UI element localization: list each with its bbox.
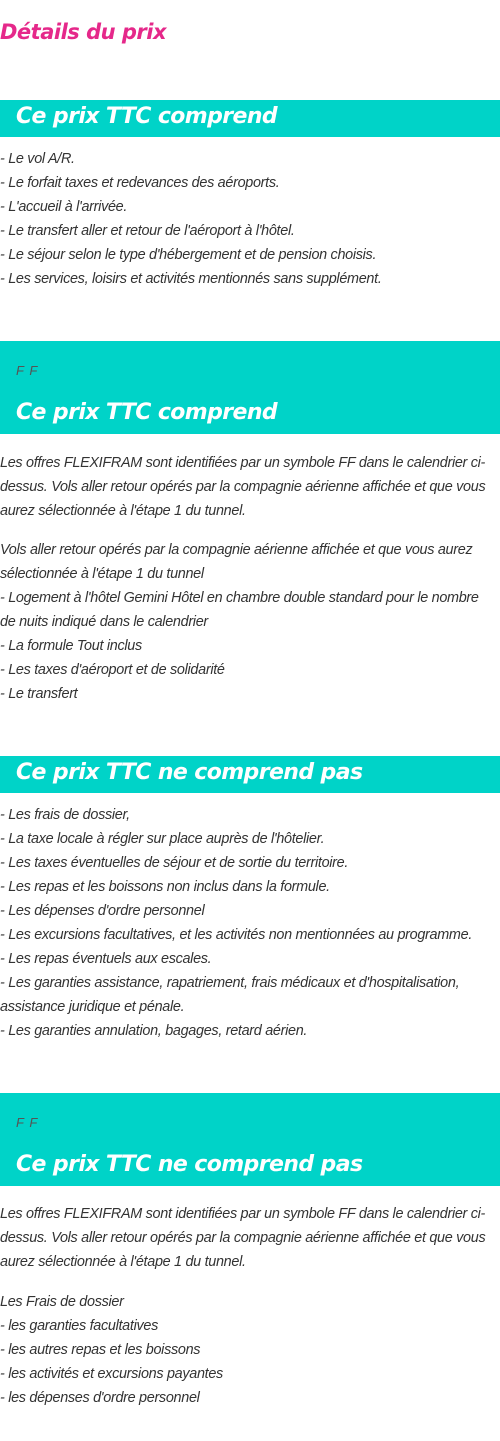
includes-list — [0, 147, 500, 291]
page-title: Détails du prix — [0, 20, 167, 44]
excludes-list — [0, 803, 500, 1043]
list-item: - Les frais de dossier, — [0, 807, 130, 823]
ff-badge: F F — [16, 363, 39, 378]
section-header-ff-excludes — [0, 1093, 500, 1186]
paragraph-line: Les offres FLEXIFRAM sont identifiées par un symbole FF dans le calendrier ci- — [0, 1206, 486, 1222]
list-item: - Le transfert aller et retour de l'aéroport à l'hôtel. — [0, 223, 295, 239]
list-item: - les dépenses d'ordre personnel — [0, 1390, 200, 1406]
list-item: - Le séjour selon le type d'hébergement et de pension choisis. — [0, 247, 377, 263]
section-header-excludes — [0, 756, 500, 793]
list-item: - Les excursions facultatives, et les activités non mentionnées au programme. — [0, 927, 473, 943]
ff-includes-list — [0, 538, 500, 706]
ff-excludes-intro — [0, 1202, 500, 1274]
list-item: sélectionnée à l'étape 1 du tunnel — [0, 566, 204, 582]
section-header-ff-includes — [0, 341, 500, 434]
paragraph-line: dessus. Vols aller retour opérés par la compagnie aérienne affichée et que vous — [0, 479, 486, 495]
section-title: Ce prix TTC ne comprend pas — [16, 760, 363, 785]
list-item: - Les taxes d'aéroport et de solidarité — [0, 662, 225, 678]
list-item: - Les repas et les boissons non inclus dans la formule. — [0, 879, 330, 895]
list-item: Les Frais de dossier — [0, 1294, 124, 1310]
list-item: de nuits indiqué dans le calendrier — [0, 614, 208, 630]
list-item: - Les repas éventuels aux escales. — [0, 951, 212, 967]
list-item: - La taxe locale à régler sur place auprès de l'hôtelier. — [0, 831, 325, 847]
list-item: - les autres repas et les boissons — [0, 1342, 201, 1358]
list-item: - les activités et excursions payantes — [0, 1366, 223, 1382]
paragraph-line: Les offres FLEXIFRAM sont identifiées par un symbole FF dans le calendrier ci- — [0, 455, 486, 471]
ff-includes-intro — [0, 451, 500, 523]
section-title: Ce prix TTC comprend — [16, 400, 278, 425]
list-item: - Le vol A/R. — [0, 151, 75, 167]
list-item: - Les services, loisirs et activités mentionnés sans supplément. — [0, 271, 382, 287]
section-title: Ce prix TTC ne comprend pas — [16, 1152, 363, 1177]
list-item: Vols aller retour opérés par la compagnie aérienne affichée et que vous aurez — [0, 542, 473, 558]
paragraph-line: aurez sélectionnée à l'étape 1 du tunnel. — [0, 1254, 246, 1270]
list-item: - Les garanties annulation, bagages, retard aérien. — [0, 1023, 308, 1039]
list-item: - Le forfait taxes et redevances des aéroports. — [0, 175, 280, 191]
list-item: - Le transfert — [0, 686, 78, 702]
list-item: - les garanties facultatives — [0, 1318, 158, 1334]
section-header-includes — [0, 100, 500, 137]
list-item: - Les dépenses d'ordre personnel — [0, 903, 205, 919]
paragraph-line: dessus. Vols aller retour opérés par la compagnie aérienne affichée et que vous — [0, 1230, 486, 1246]
list-item: - L'accueil à l'arrivée. — [0, 199, 128, 215]
section-title: Ce prix TTC comprend — [16, 104, 278, 129]
ff-badge: F F — [16, 1115, 39, 1130]
ff-excludes-list — [0, 1290, 500, 1410]
list-item: assistance juridique et pénale. — [0, 999, 185, 1015]
list-item: - Logement à l'hôtel Gemini Hôtel en chambre double standard pour le nombre — [0, 590, 479, 606]
list-item: - Les taxes éventuelles de séjour et de sortie du territoire. — [0, 855, 349, 871]
list-item: - La formule Tout inclus — [0, 638, 142, 654]
paragraph-line: aurez sélectionnée à l'étape 1 du tunnel. — [0, 503, 246, 519]
list-item: - Les garanties assistance, rapatriement, frais médicaux et d'hospitalisation, — [0, 975, 460, 991]
